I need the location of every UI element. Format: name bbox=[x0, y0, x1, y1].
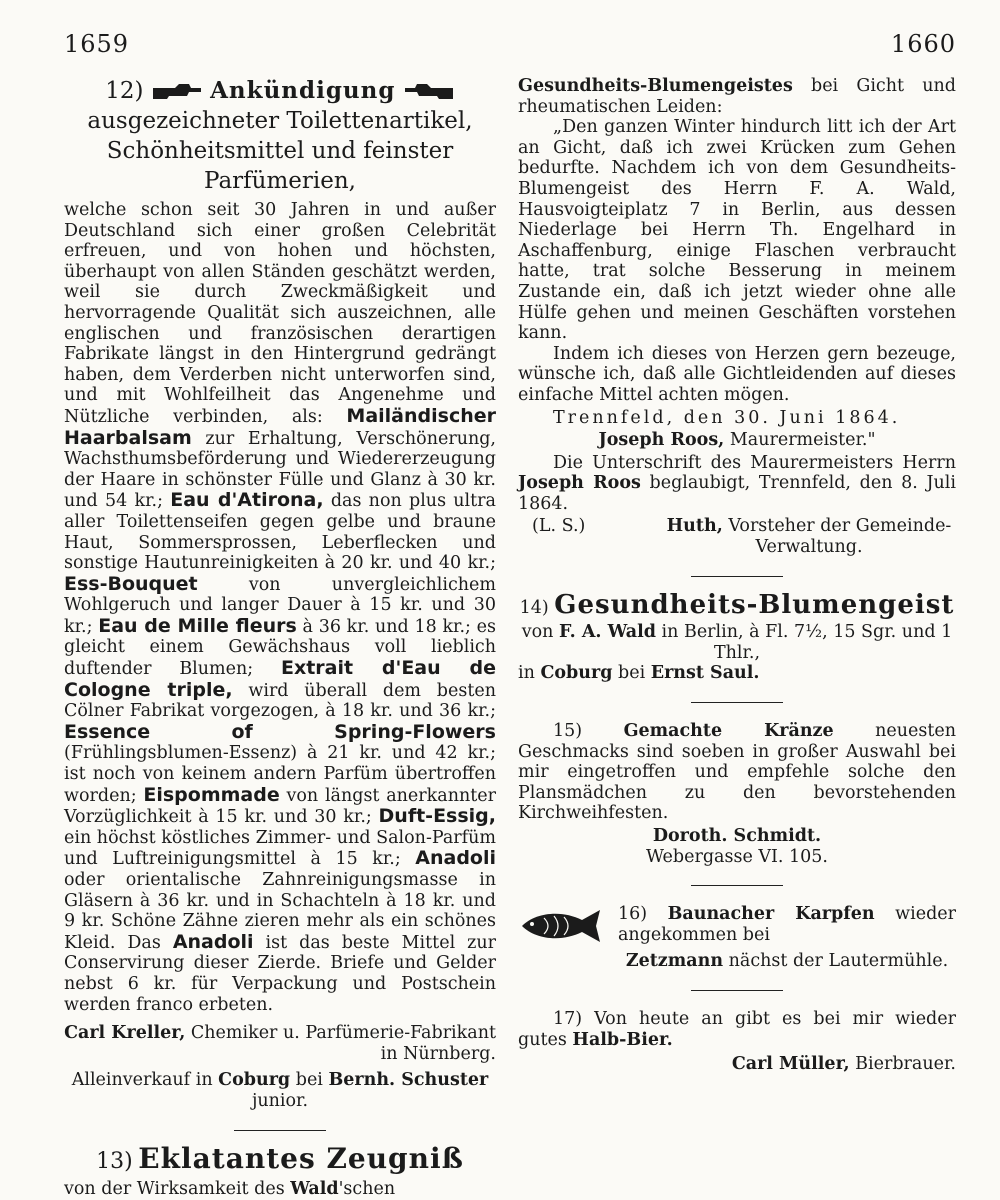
ad14-line1-name: F. A. Wald bbox=[559, 622, 656, 643]
ad15-body bbox=[518, 721, 956, 824]
ad12-heading-line bbox=[64, 76, 496, 106]
ad14-name: Ernst Saul. bbox=[650, 663, 760, 684]
ad12-sale-pre: Alleinverkauf in bbox=[71, 1070, 219, 1091]
ad16-location: nächst der Lautermühle. bbox=[723, 951, 949, 972]
ad13-official-name: Huth, bbox=[666, 516, 723, 537]
ad15-text: neuesten Geschmacks sind soeben in großer Auswahl bei mir eingetroffen und empfehle solche den Plansmädchen zu den bevorstehenden Kirchweihfesten. bbox=[518, 721, 956, 824]
ad14-number: 14) bbox=[519, 597, 549, 618]
ad12-signature-rest: Chemiker u. Parfümerie-Fabrikant in Nürnberg. bbox=[185, 1023, 496, 1064]
divider bbox=[691, 576, 783, 577]
ad17-name: Carl Müller, bbox=[731, 1054, 850, 1075]
ad17-number: 17) bbox=[553, 1008, 583, 1029]
ad16-signature bbox=[618, 951, 956, 972]
ad17-text: Von heute an gibt es bei mir wieder gutes bbox=[518, 1008, 956, 1050]
product-essence-spring-flowers: Essence of Spring-Flowers bbox=[64, 720, 496, 743]
ad13-cert-post: beglaubigt, Trennfeld, den 8. Juli 1864. bbox=[518, 473, 956, 514]
ad17-product: Halb-Bier. bbox=[572, 1029, 673, 1050]
ad13-seal: (L. S.) bbox=[532, 516, 586, 537]
product-eispommade-text: von längst anerkannter Vorzüglichkeit à 15 kr. und 30 kr.; bbox=[64, 785, 496, 828]
product-eau-de-mille-fleurs-text: à 36 kr. und 18 kr.; es gleicht einem Gewächshaus voll lieblich duftender Blumen; bbox=[64, 616, 496, 680]
ad14-line1-post: in Berlin, à Fl. 7½, 15 Sgr. und 1 Thlr., bbox=[655, 622, 953, 663]
ad13-cert-pre: Die Unterschrift des Maurermeisters Herrn bbox=[553, 452, 956, 473]
ad14-city: Coburg bbox=[540, 663, 613, 684]
ad13-intro-right bbox=[518, 76, 956, 117]
ad17-body bbox=[518, 1009, 956, 1050]
ad12-number: 12) bbox=[105, 78, 144, 104]
ad14-heading-line bbox=[518, 589, 956, 620]
ad13-signer-name: Joseph Roos, bbox=[598, 430, 725, 451]
ad13-line-name: Wald bbox=[290, 1179, 339, 1200]
ad13-official-block bbox=[518, 516, 956, 557]
ad12-signature bbox=[64, 1023, 496, 1064]
divider bbox=[691, 702, 783, 703]
ad13-line-pre: von der Wirksamkeit des bbox=[64, 1179, 291, 1200]
ad13-line-mid: 'schen bbox=[338, 1179, 396, 1200]
ad14-title: Gesundheits-Blumengeist bbox=[554, 589, 955, 620]
ad15-name: Doroth. Schmidt. bbox=[652, 826, 822, 846]
ad13-certification bbox=[518, 453, 956, 515]
ad12-signature-name: Carl Kreller, bbox=[64, 1023, 186, 1044]
product-ess-bouquet-text: von unvergleichlichem Wohlgeruch und langer Dauer à 15 kr. und 30 kr.; bbox=[64, 574, 496, 637]
ad14-line2-mid: bei bbox=[612, 663, 651, 684]
ad16-name: Zetzmann bbox=[625, 951, 724, 972]
ad12-intro: welche schon seit 30 Jahren in und außer Deutschland sich einer großen Celebrität erfreuen, und von hohen und höchsten, überhaupt von allen Ständen geschätzt werden, weil sie durch Zweckmäßigkeit und hervorragende Qualität sich auszeichnen, alle englischen und französischen derartigen Fabrikate längst in den Hintergrund gedrängt haben, dem Verderben nicht unterworfen sind, und mit Wohlfeilheit das Angenehme und Nützliche verbinden, als: bbox=[64, 200, 496, 427]
product-anadoli: Anadoli bbox=[415, 847, 496, 870]
ad13-line-post: bei Gicht und rheumatischen Leiden: bbox=[518, 76, 956, 117]
ad14-line1-pre: von bbox=[521, 622, 559, 643]
left-column bbox=[64, 76, 496, 1200]
ad13-signer bbox=[518, 430, 956, 451]
ad15-number: 15) bbox=[553, 721, 583, 742]
page-number-left: 1659 bbox=[64, 30, 130, 58]
ad17-signature bbox=[518, 1054, 956, 1075]
pointing-hand-right-icon bbox=[151, 82, 203, 102]
ad13-signer-role: Maurermeister." bbox=[724, 430, 876, 451]
ad13-official-role: Vorsteher der Gemeinde-Verwaltung. bbox=[722, 516, 952, 558]
product-eau-de-mille-fleurs: Eau de Mille fleurs bbox=[98, 614, 297, 637]
product-haarbalsam: Mailändischer Haarbalsam bbox=[64, 404, 496, 449]
ad13-official bbox=[662, 516, 956, 557]
right-column bbox=[518, 76, 956, 1075]
ad13-heading-line bbox=[64, 1141, 496, 1175]
product-anadoli-text: oder orientalische Zahnreinigungsmasse in Gläsern à 36 kr. und in Schachteln à 18 kr. und 9 kr. Schöne Zähne zieren mehr als ein schönes Kleid. Das bbox=[64, 870, 496, 953]
page-number-right: 1660 bbox=[890, 30, 956, 58]
ad15-head: Gemachte Kränze bbox=[623, 721, 834, 742]
ad13-place-date: Trennfeld, den 30. Juni 1864. bbox=[553, 407, 901, 428]
ad13-title: Eklatantes Zeugniß bbox=[138, 1141, 464, 1175]
ad14-line2-pre: in bbox=[518, 663, 541, 684]
product-anadoli-2: Anadoli bbox=[172, 930, 254, 953]
ad12-sale-name: Bernh. Schuster bbox=[328, 1070, 489, 1091]
divider bbox=[691, 990, 783, 991]
product-duft-essig: Duft-Essig, bbox=[378, 805, 496, 828]
product-essence-spring-flowers-text: (Frühlingsblumen-Essenz) à 21 kr. und 42 kr.; ist noch von keinem andern Parfüm übertroffen worden; bbox=[64, 743, 496, 806]
ad12-subheading: ausgezeichneter Toilettenartikel, Schönheitsmittel und feinster Parfümerien, bbox=[87, 108, 473, 194]
product-duft-essig-text: ein höchst köstliches Zimmer- und Salon-Parfüm und Luftreinigungsmittel à 15 kr.; bbox=[64, 827, 496, 870]
ad16-text: wieder angekommen bei bbox=[618, 904, 956, 945]
product-eau-datirona-text: das non plus ultra aller Toilettenseifen gegen gelbe und braune Haut, Sommersprossen, Leberflecken und sonstige Hautunreinigkeiten à 20 kr. und 40 kr.; bbox=[64, 491, 496, 574]
divider bbox=[691, 885, 783, 886]
ad17-role: Bierbrauer. bbox=[849, 1054, 956, 1075]
product-extrait-cologne: Extrait d'Eau de Cologne triple, bbox=[64, 657, 496, 701]
ad16-head: Baunacher Karpfen bbox=[667, 904, 875, 925]
ad16-body bbox=[618, 904, 956, 945]
ad12-sale-post: junior. bbox=[251, 1090, 309, 1111]
ad12-sale bbox=[64, 1070, 496, 1111]
pointing-hand-left-icon bbox=[403, 82, 455, 102]
ad13-number: 13) bbox=[96, 1148, 133, 1174]
ad16-number: 16) bbox=[618, 904, 648, 925]
product-extrait-cologne-text: wird überall dem besten Cölner Fabrikat vorgezogen, à 18 kr. und 36 kr.; bbox=[64, 680, 497, 722]
ad16-block bbox=[518, 904, 956, 972]
ad12-body bbox=[64, 200, 496, 1015]
ad12-sale-city: Coburg bbox=[218, 1070, 291, 1091]
ad12-heading: Ankündigung bbox=[210, 77, 396, 104]
product-eispommade: Eispommade bbox=[143, 783, 280, 806]
ad16-text-block bbox=[618, 904, 956, 972]
ad14-location-line bbox=[518, 663, 956, 684]
product-haarbalsam-text: zur Erhaltung, Verschönerung, Wachsthumsbeförderung und Wiedererzeugung der Haare in schönster Fülle und Glanz à 30 kr. und 54 kr.; bbox=[64, 428, 496, 512]
ad12-sale-mid: bei bbox=[290, 1070, 329, 1091]
product-eau-datirona: Eau d'Atirona, bbox=[170, 489, 324, 512]
ad13-letter-1: „Den ganzen Winter hindurch litt ich der Art an Gicht, daß ich zwei Krücken zum Gehen bedurfte. Nachdem ich von dem Gesundheits-Blumengeist des Herrn F. A. Wald, Hausvoigteiplatz 7 in Berlin, aus dessen Niederlage bei Herrn Th. Engelhard in Aschaffenburg, einige Flaschen verbraucht hatte, trat solche Besserung in meinem Zustande ein, daß ich jetzt wieder ohne alle Hülfe gehen und meinen Geschäften vorstehen kann. bbox=[518, 117, 956, 344]
product-anadoli-2-text: ist das beste Mittel zur Conservirung dieser Zierde. Briefe und Gelder nebst 6 kr. für Verpackung und Postschein werden franco erbeten. bbox=[64, 932, 497, 1015]
ad14-price-line bbox=[518, 622, 956, 663]
divider bbox=[234, 1130, 326, 1131]
ad13-intro-left bbox=[64, 1179, 496, 1200]
ad13-letter-2: Indem ich dieses von Herzen gern bezeuge, wünsche ich, daß alle Gichtleidenden auf dieses einfache Mittel achten mögen. bbox=[518, 343, 956, 405]
ad15-address: Webergasse VI. 105. bbox=[646, 846, 828, 867]
ad13-product: Gesundheits-Blumengeistes bbox=[518, 76, 793, 96]
product-ess-bouquet: Ess-Bouquet bbox=[64, 572, 198, 595]
ad13-cert-name: Joseph Roos bbox=[518, 473, 641, 494]
fish-icon bbox=[518, 904, 606, 948]
